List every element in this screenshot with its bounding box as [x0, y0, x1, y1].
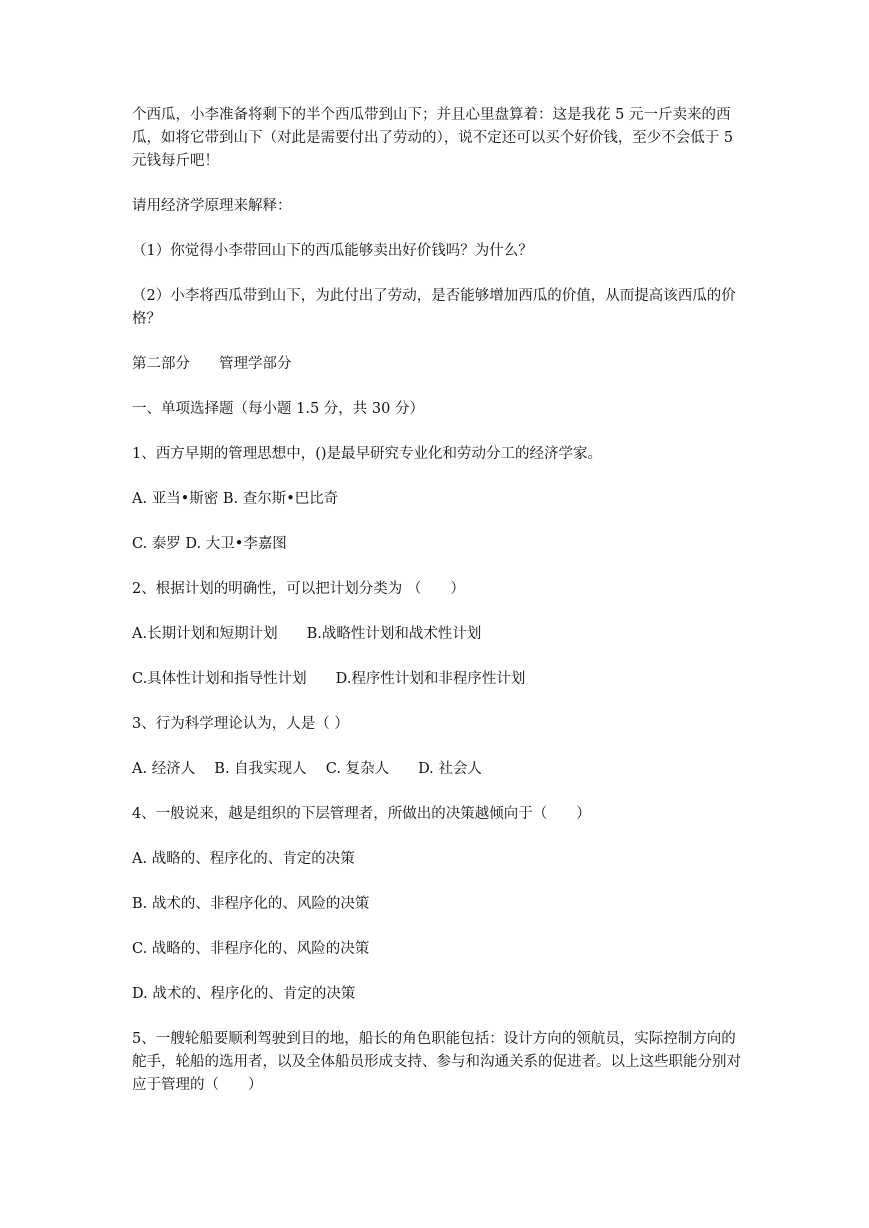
paragraph-watermelon-story: 个西瓜，小李准备将剩下的半个西瓜带到山下；并且心里盘算着：这是我花 5 元一斤卖来的西瓜，如将它带到山下（对此是需要付出了劳动的），说不定还可以买个好价钱，至少不会低于 5 元钱每斤吧！ — [132, 107, 738, 169]
mc-question-4-option-d: D. 战术的、程序化的、肯定的决策 — [132, 986, 356, 1002]
mc-question-3-options: A. 经济人 B. 自我实现人 C. 复杂人 D. 社会人 — [132, 761, 482, 777]
mc-question-4-option-b: B. 战术的、非程序化的、风险的决策 — [132, 896, 370, 912]
section-heading: 第二部分 管理学部分 — [132, 356, 292, 372]
mc-question-5: 5、一艘轮船要顺利驾驶到目的地，船长的角色职能包括：设计方向的领航员，实际控制方向的舵手，轮船的选用者，以及全体船员形成支持、参与和沟通关系的促进者。以上这些职能分别对应于管理的（ ） — [132, 1031, 741, 1093]
mc-question-1-options-cd: C. 泰罗 D. 大卫•李嘉图 — [132, 536, 287, 552]
question-1: （1）你觉得小李带回山下的西瓜能够卖出好价钱吗？为什么？ — [132, 243, 533, 259]
mc-question-3: 3、行为科学理论认为，人是（ ） — [132, 716, 349, 732]
mc-question-4-option-c: C. 战略的、非程序化的、风险的决策 — [132, 941, 370, 957]
mc-question-1: 1、西方早期的管理思想中，()是最早研究专业化和劳动分工的经济学家。 — [132, 446, 603, 462]
mc-question-1-options-ab: A. 亚当•斯密 B. 查尔斯•巴比奇 — [132, 491, 339, 507]
mc-question-4-option-a: A. 战略的、程序化的、肯定的决策 — [132, 851, 355, 867]
mc-question-2: 2、根据计划的明确性，可以把计划分类为 （ ） — [132, 581, 465, 597]
document-body — [132, 104, 742, 1097]
subsection-heading: 一、单项选择题（每小题 1.5 分，共 30 分） — [132, 401, 424, 417]
question-2: （2）小李将西瓜带到山下，为此付出了劳动，是否能够增加西瓜的价值，从而提高该西瓜的价格？ — [132, 288, 736, 327]
mc-question-4: 4、一般说来，越是组织的下层管理者，所做出的决策越倾向于（ ） — [132, 806, 591, 822]
paragraph-instruction: 请用经济学原理来解释： — [132, 198, 292, 214]
mc-question-2-options-ab: A.长期计划和短期计划 B.战略性计划和战术性计划 — [132, 626, 482, 642]
mc-question-2-options-cd: C.具体性计划和指导性计划 D.程序性计划和非程序性计划 — [132, 671, 526, 687]
